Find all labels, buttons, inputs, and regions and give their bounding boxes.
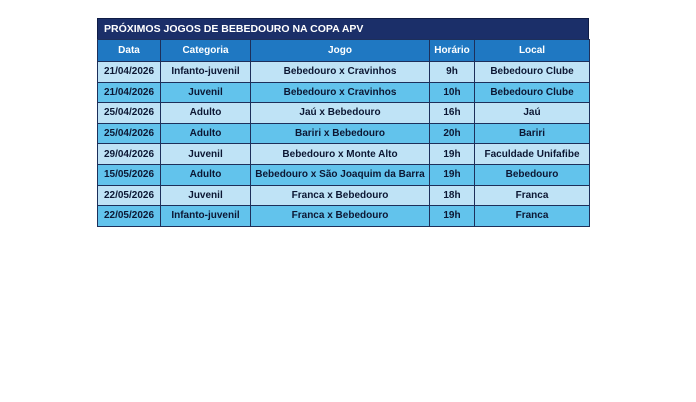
cell-data: 21/04/2026	[98, 82, 161, 103]
table-row	[98, 185, 590, 206]
cell-data: 29/04/2026	[98, 144, 161, 165]
cell-horario: 18h	[430, 185, 475, 206]
cell-jogo: Bebedouro x Cravinhos	[251, 62, 430, 83]
cell-jogo: Bariri x Bebedouro	[251, 123, 430, 144]
column-header-categoria: Categoria	[161, 40, 251, 62]
cell-local: Faculdade Unifafibe	[475, 144, 590, 165]
cell-local: Bebedouro Clube	[475, 82, 590, 103]
cell-horario: 20h	[430, 123, 475, 144]
games-schedule-table	[97, 18, 589, 227]
cell-jogo: Bebedouro x São Joaquim da Barra	[251, 164, 430, 185]
cell-data: 25/04/2026	[98, 123, 161, 144]
cell-jogo: Bebedouro x Monte Alto	[251, 144, 430, 165]
cell-jogo: Jaú x Bebedouro	[251, 103, 430, 124]
cell-horario: 9h	[430, 62, 475, 83]
cell-jogo: Franca x Bebedouro	[251, 206, 430, 227]
table-row	[98, 164, 590, 185]
cell-categoria: Juvenil	[161, 185, 251, 206]
cell-horario: 19h	[430, 144, 475, 165]
cell-data: 21/04/2026	[98, 62, 161, 83]
cell-horario: 10h	[430, 82, 475, 103]
column-header-local: Local	[475, 40, 590, 62]
games-table	[97, 39, 590, 227]
cell-categoria: Adulto	[161, 123, 251, 144]
column-header-jogo: Jogo	[251, 40, 430, 62]
table-row	[98, 62, 590, 83]
cell-categoria: Infanto-juvenil	[161, 62, 251, 83]
column-header-data: Data	[98, 40, 161, 62]
cell-jogo: Franca x Bebedouro	[251, 185, 430, 206]
table-row	[98, 103, 590, 124]
cell-jogo: Bebedouro x Cravinhos	[251, 82, 430, 103]
cell-categoria: Juvenil	[161, 82, 251, 103]
cell-categoria: Infanto-juvenil	[161, 206, 251, 227]
cell-local: Bebedouro Clube	[475, 62, 590, 83]
cell-data: 25/04/2026	[98, 103, 161, 124]
cell-local: Franca	[475, 206, 590, 227]
cell-local: Bariri	[475, 123, 590, 144]
header-row	[98, 40, 590, 62]
cell-local: Bebedouro	[475, 164, 590, 185]
table-title: PRÓXIMOS JOGOS DE BEBEDOURO NA COPA APV	[97, 18, 589, 39]
cell-categoria: Adulto	[161, 103, 251, 124]
table-row	[98, 144, 590, 165]
cell-horario: 19h	[430, 164, 475, 185]
table-row	[98, 82, 590, 103]
cell-horario: 19h	[430, 206, 475, 227]
table-row	[98, 123, 590, 144]
cell-local: Franca	[475, 185, 590, 206]
cell-horario: 16h	[430, 103, 475, 124]
cell-categoria: Adulto	[161, 164, 251, 185]
cell-data: 22/05/2026	[98, 206, 161, 227]
column-header-horario: Horário	[430, 40, 475, 62]
cell-data: 15/05/2026	[98, 164, 161, 185]
cell-local: Jaú	[475, 103, 590, 124]
cell-categoria: Juvenil	[161, 144, 251, 165]
table-row	[98, 206, 590, 227]
cell-data: 22/05/2026	[98, 185, 161, 206]
